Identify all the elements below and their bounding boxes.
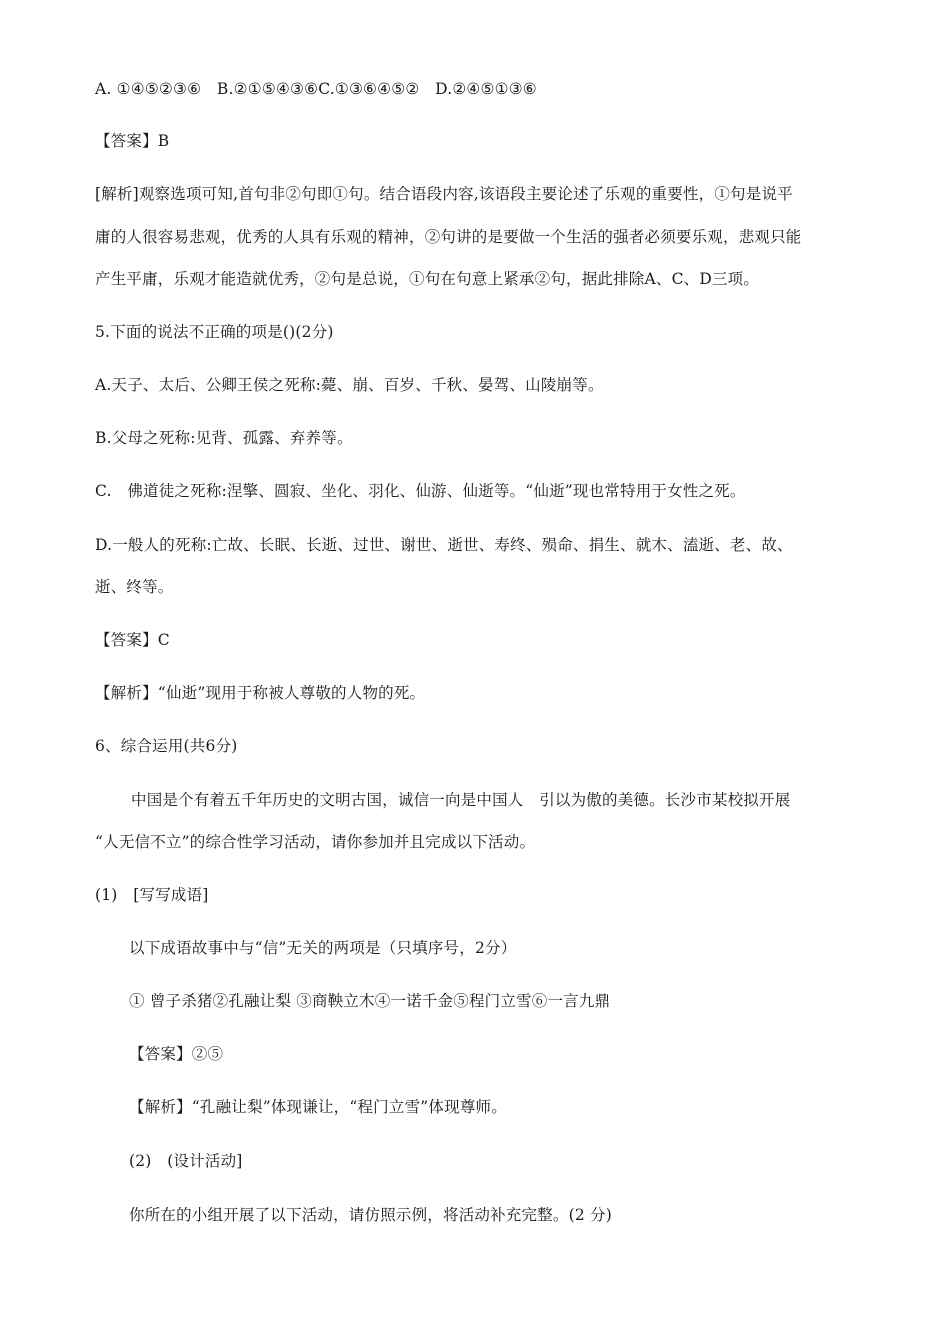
subquestion-1-options: ① 曾子杀猪②孔融让梨 ③商鞅立木④一诺千金⑤程门立雪⑥一言九鼎 [129,992,611,1010]
question-5-answer: 【答案】C [95,631,170,649]
question-4-options: A. ①④⑤②③⑥ B.②①⑤④③⑥C.①③⑥④⑤② D.②④⑤①③⑥ [95,80,537,98]
question-4-answer: 【答案】B [95,132,170,150]
question-5-stem: 5.下面的说法不正确的项是()(2分) [95,323,334,341]
question-6-title: 6、综合运用(共6分) [95,737,238,755]
subquestion-1-answer: 【答案】②⑤ [129,1045,224,1063]
question-5-analysis: 【解析】“仙逝”现用于称被人尊敬的人物的死。 [95,684,426,702]
question-4-analysis-line-1: [解析]观察选项可知,首句非②句即①句。结合语段内容,该语段主要论述了乐观的重要性，①句是说平 [95,185,793,203]
question-6-intro-line-1: 中国是个有着五千年历史的文明古国，诚信一向是中国人 引以为傲的美德。长沙市某校拟开展 [131,791,791,809]
question-5-option-d-line-2: 逝、终等。 [95,578,174,596]
subquestion-1-title: (1) [写写成语] [95,886,209,904]
question-5-option-c: C. 佛道徒之死称:涅擎、圆寂、坐化、羽化、仙游、仙逝等。“仙逝”现也常特用于女性之死。 [95,482,746,500]
question-4-analysis-line-3: 产生平庸，乐观才能造就优秀，②句是总说，①句在句意上紧承②句，据此排除A、C、D三项。 [95,270,760,288]
question-5-option-d-line-1: D.一般人的死称:亡故、长眠、长逝、过世、谢世、逝世、寿终、殒命、捐生、就木、溘逝、老、故、 [95,536,793,554]
subquestion-1-analysis: 【解析】“孔融让梨”体现谦让，“程门立雪”体现尊师。 [129,1098,507,1116]
subquestion-2-stem: 你所在的小组开展了以下活动，请仿照示例，将活动补充完整。(2 分) [129,1206,612,1224]
question-5-option-a: A.天子、太后、公卿王侯之死称:薨、崩、百岁、千秋、晏驾、山陵崩等。 [95,376,604,394]
question-5-option-b: B.父母之死称:见背、孤露、弃养等。 [95,429,353,447]
subquestion-1-stem: 以下成语故事中与“信”无关的两项是（只填序号，2分） [129,939,517,957]
question-6-intro-line-2: “人无信不立”的综合性学习活动，请你参加并且完成以下活动。 [95,833,536,851]
question-4-analysis-line-2: 庸的人很容易悲观，优秀的人具有乐观的精神，②句讲的是要做一个生活的强者必须要乐观，悲观只能 [95,228,802,246]
subquestion-2-title: (2) (设计活动] [129,1152,243,1170]
